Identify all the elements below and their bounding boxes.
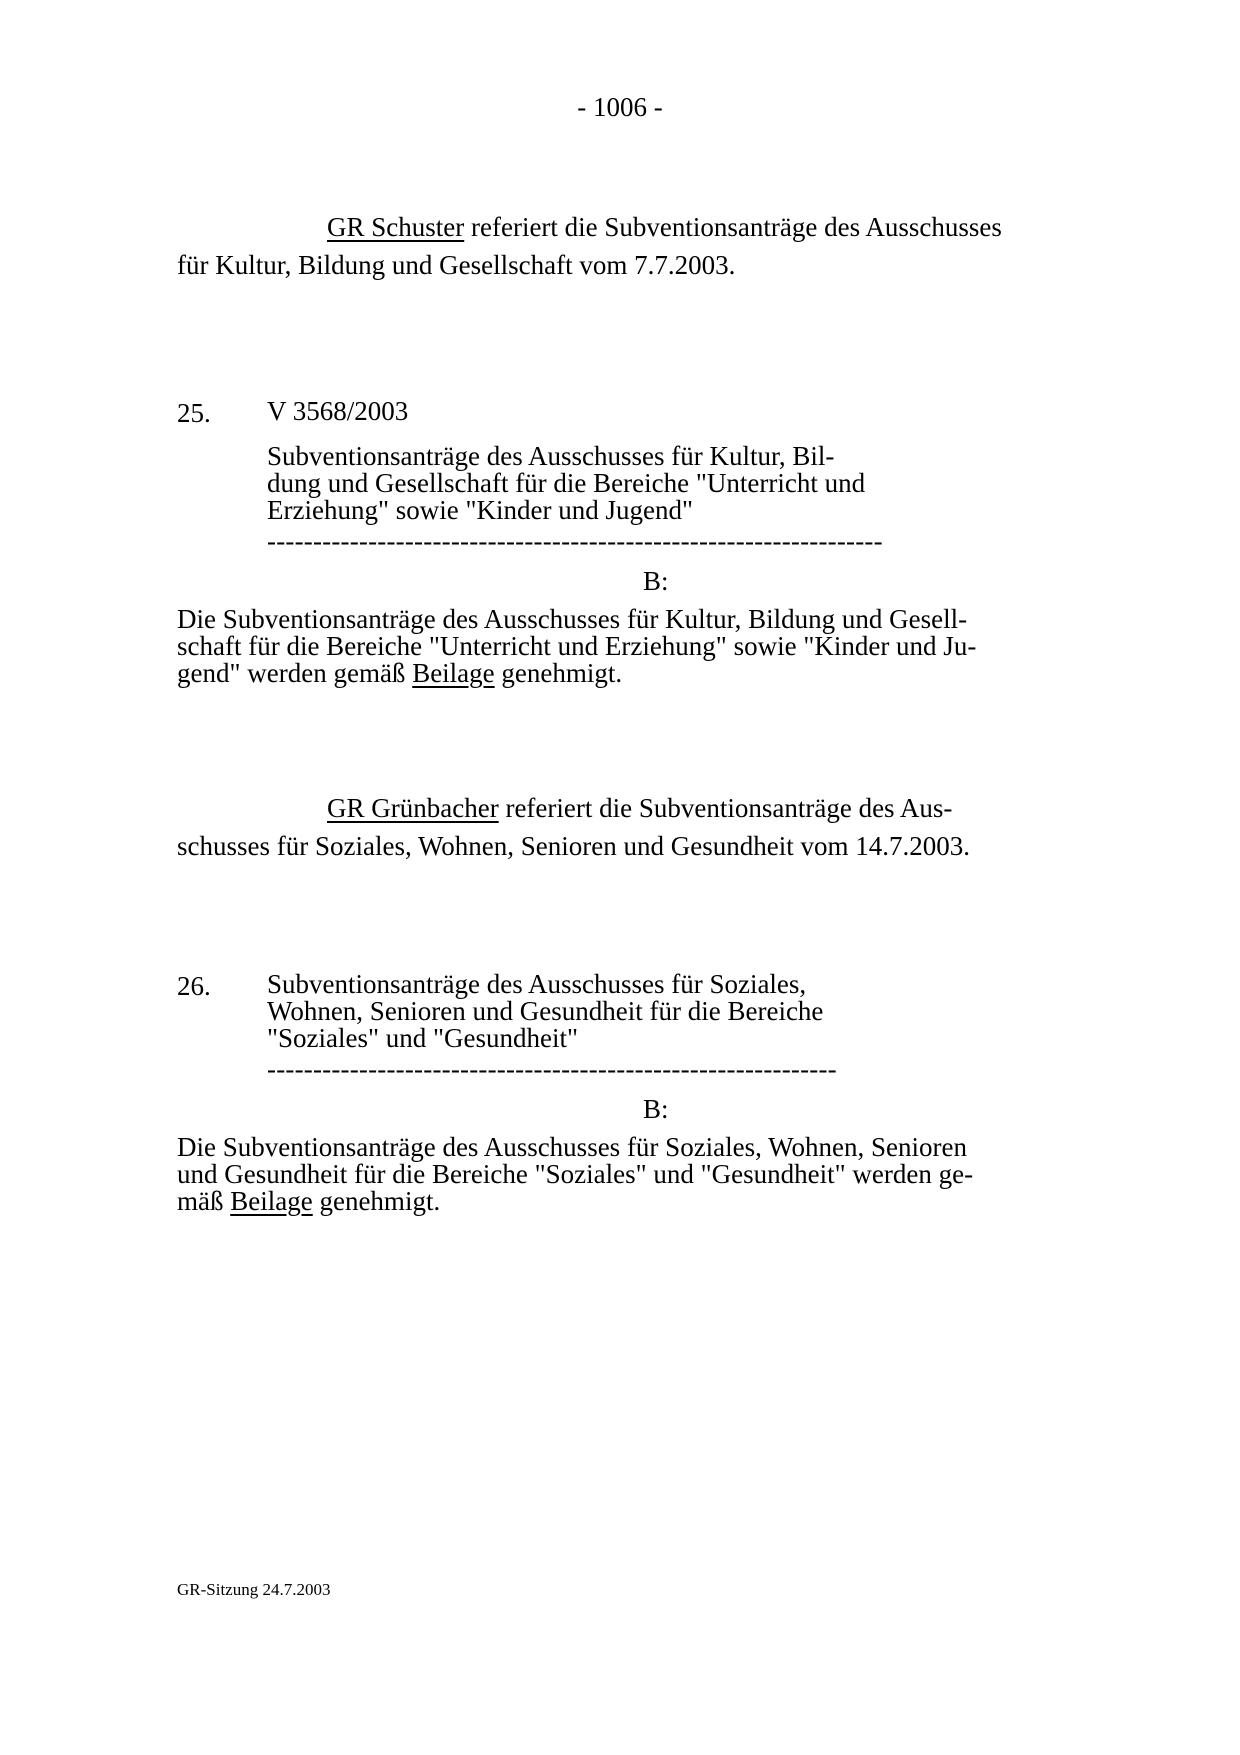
speaker-name: GR Grünbacher [327,793,499,823]
speaker-paragraph-1 [177,208,1064,284]
separator-line: -------------------------------------------------------------- [267,1059,837,1079]
decision-line-end: genehmigt. [494,658,623,688]
decision-line: und Gesundheit für die Bereiche "Soziales" und "Gesundheit" werden ge- [177,1159,974,1189]
beilage-link[interactable]: Beilage [412,658,495,688]
decision-line: Die Subventionsanträge des Ausschusses für Kultur, Bildung und Gesell- [177,604,968,634]
decision-text [177,1134,1064,1215]
footer-session-date: GR-Sitzung 24.7.2003 [177,1580,331,1599]
item-title [267,971,927,1052]
beilage-link[interactable]: Beilage [230,1186,313,1216]
speaker-name: GR Schuster [327,212,465,242]
speaker-text: referiert die Subventionsanträge des Aus- [498,793,953,823]
item-number: 26. [177,971,211,1001]
speaker-paragraph-2 [177,789,1064,865]
item-number: 25. [177,398,211,428]
decision-line: schaft für die Bereiche "Unterricht und Erziehung" sowie "Kinder und Ju- [177,631,977,661]
decision-line: Die Subventionsanträge des Ausschusses für Soziales, Wohnen, Senioren [177,1132,967,1162]
item-title-line: "Soziales" und "Gesundheit" [267,1023,579,1053]
decision-line: mäß [177,1186,231,1216]
item-reference: V 3568/2003 [267,396,409,426]
speaker-text-line2: schusses für Soziales, Wohnen, Senioren und Gesundheit vom 14.7.2003. [177,831,970,861]
speaker-text-line2: für Kultur, Bildung und Gesellschaft vom 7.7.2003. [177,250,736,280]
speaker-text: referiert die Subventionsanträge des Ausschusses [464,212,1002,242]
decision-line-end: genehmigt. [312,1186,441,1216]
page-number: - 1006 - [577,92,663,122]
separator-line: ------------------------------------------------------------------- [267,531,883,551]
item-title-line: Wohnen, Senioren und Gesundheit für die Bereiche [267,996,824,1026]
decision-line: gend" werden gemäß [177,658,413,688]
item-title-line: Subventionsanträge des Ausschusses für Kultur, Bil- [267,441,835,471]
item-title-line: dung und Gesellschaft für die Bereiche "Unterricht und [267,468,866,498]
item-title-line: Subventionsanträge des Ausschusses für Soziales, [267,969,807,999]
decision-label: B: [643,1094,669,1124]
decision-text [177,606,1064,687]
item-title [267,443,927,524]
item-title-line: Erziehung" sowie "Kinder und Jugend" [267,495,693,525]
decision-label: B: [643,566,669,596]
